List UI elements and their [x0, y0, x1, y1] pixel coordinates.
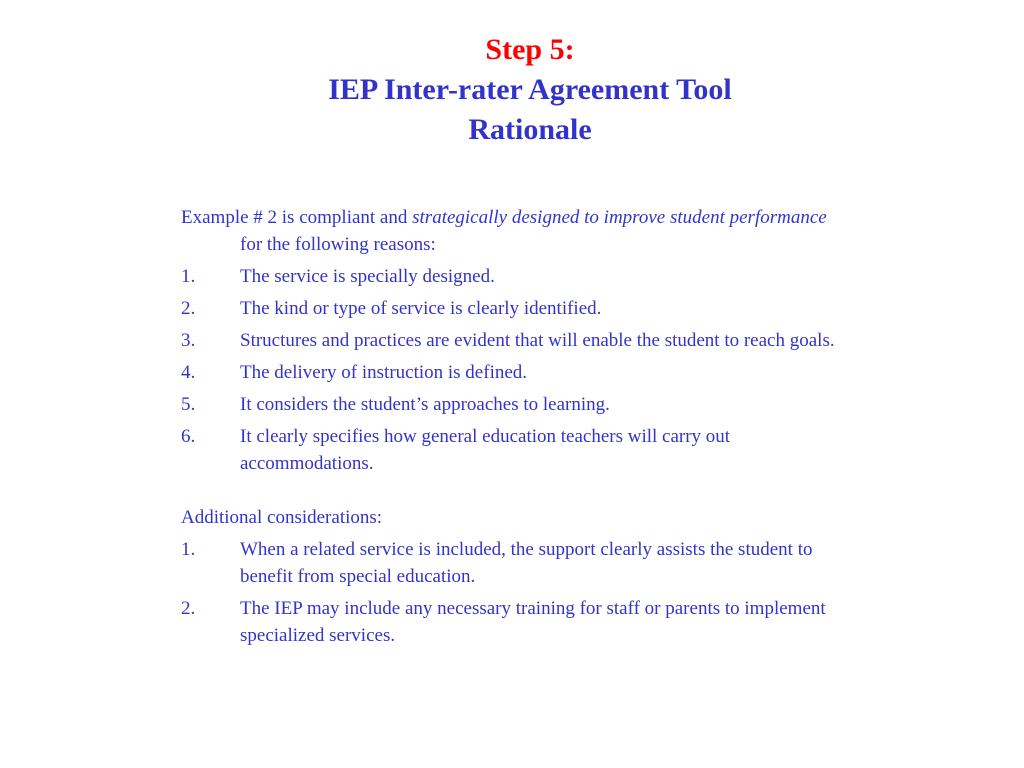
slide-body [181, 204, 851, 654]
intro-paragraph [181, 204, 851, 258]
reason-text: It considers the student’s approaches to learning. [240, 394, 610, 415]
title-step: Step 5: [485, 33, 575, 66]
reason-text: The service is specially designed. [240, 266, 495, 287]
reason-item [181, 327, 851, 354]
additional-number: 2. [181, 598, 196, 619]
intro-prefix: Example # 2 is compliant and [181, 207, 413, 228]
slide-title [0, 30, 1024, 150]
reason-number: 1. [181, 266, 196, 287]
reason-number: 6. [181, 426, 196, 447]
reason-item [181, 391, 851, 418]
reasons-list [181, 263, 851, 477]
intro-suffix: for the following reasons: [240, 234, 436, 255]
reason-number: 5. [181, 394, 196, 415]
reason-number: 2. [181, 298, 196, 319]
title-main: IEP Inter-rater Agreement Tool [328, 73, 732, 106]
additional-heading: Additional considerations: [181, 507, 383, 528]
title-sub: Rationale [468, 113, 592, 146]
additional-list [181, 536, 851, 649]
section-spacer [181, 482, 851, 504]
reason-text: Structures and practices are evident that will enable the student to reach goals. [240, 330, 835, 351]
intro-emphasis: strategically designed to improve student performance [412, 207, 827, 228]
additional-item [181, 536, 851, 590]
reason-text: The delivery of instruction is defined. [240, 362, 528, 383]
reason-number: 4. [181, 362, 196, 383]
additional-number: 1. [181, 539, 196, 560]
reason-number: 3. [181, 330, 196, 351]
reason-item [181, 423, 851, 477]
reason-text: It clearly specifies how general education teachers will carry out accommodations. [240, 426, 731, 474]
reason-item [181, 359, 851, 386]
additional-text: The IEP may include any necessary training for staff or parents to implement specialized services. [240, 598, 826, 646]
additional-text: When a related service is included, the support clearly assists the student to benefit from special education. [240, 539, 813, 587]
additional-item [181, 595, 851, 649]
reason-item [181, 295, 851, 322]
reason-text: The kind or type of service is clearly identified. [240, 298, 602, 319]
reason-item [181, 263, 851, 290]
